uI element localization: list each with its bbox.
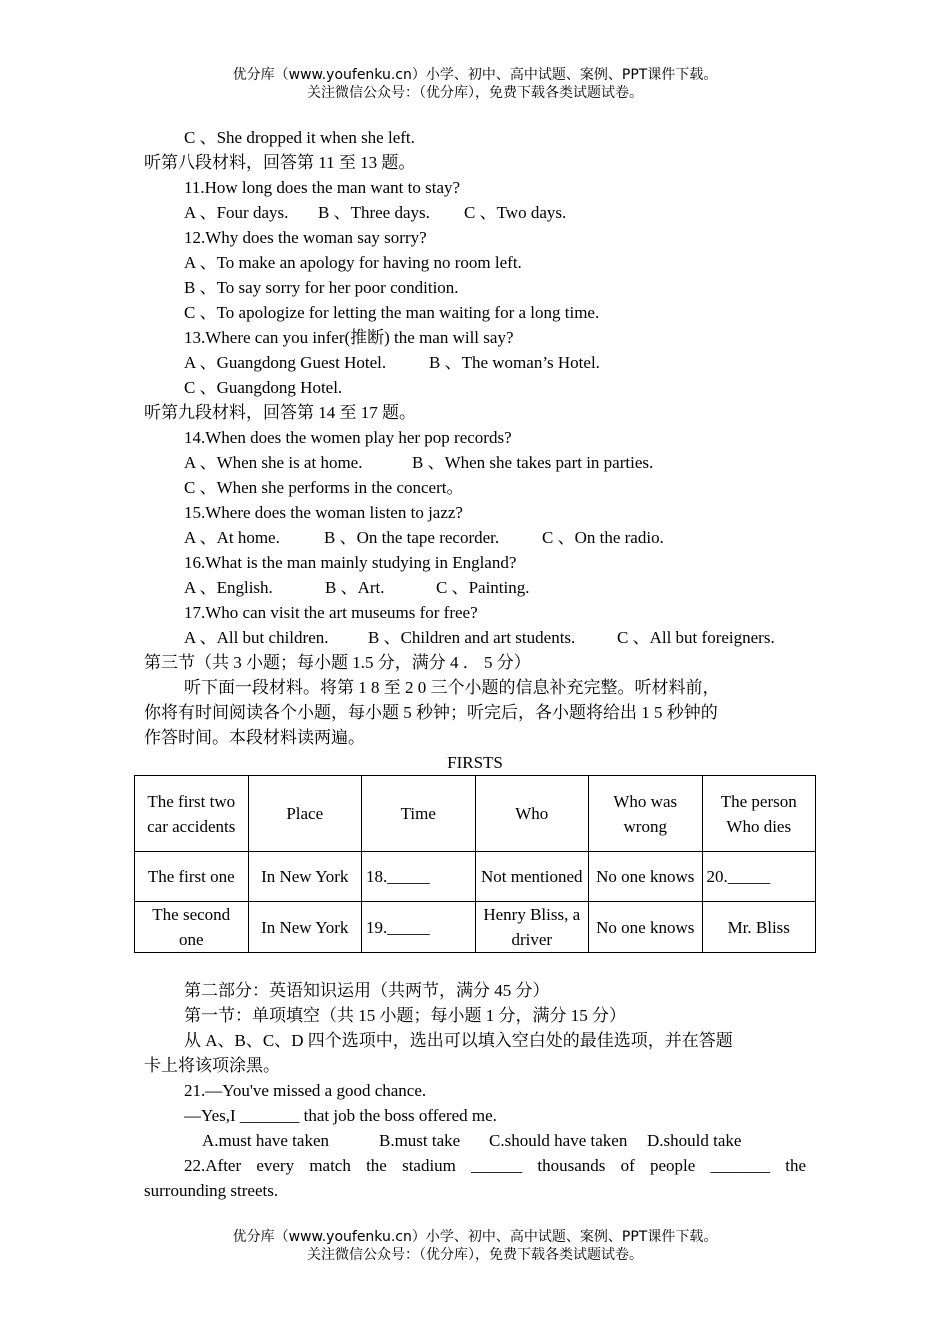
- part3-instructions-line-3: 作答时间。本段材料读两遍。: [144, 728, 365, 747]
- q16-option-a: A 、English.: [184, 578, 273, 597]
- q16-options: [144, 575, 806, 600]
- table-row: [135, 902, 816, 953]
- section8-heading: 听第八段材料，回答第 11 至 13 题。: [144, 153, 416, 172]
- section1-instructions-line-2: 卡上将该项涂黑。: [144, 1056, 280, 1075]
- q13-options: [144, 350, 806, 375]
- q17-stem: 17.Who can visit the art museums for free?: [184, 603, 478, 622]
- firsts-table: [134, 775, 816, 953]
- section1-heading: 第一节：单项填空（共 15 小题；每小题 1 分，满分 15 分）: [184, 1006, 626, 1025]
- q22-line-2: surrounding streets.: [144, 1181, 279, 1200]
- part2-heading: 第二部分：英语知识运用（共两节，满分 45 分）: [184, 981, 550, 1000]
- cell-accident: The second one: [135, 902, 249, 953]
- q14-options: [144, 450, 806, 475]
- q21-line-1: 21.—You've missed a good chance.: [184, 1081, 427, 1100]
- page-header: [0, 66, 950, 102]
- q11-option-c: C 、Two days.: [464, 203, 567, 222]
- q22-line-1: [144, 1153, 806, 1178]
- q13-option-a: A 、Guangdong Guest Hotel.: [184, 353, 387, 372]
- part3-instructions-line-2: 你将有时间阅读各个小题，每小题 5 秒钟；听完后，各小题将给出 1 5 秒钟的: [144, 703, 718, 722]
- q16-option-b: B 、Art.: [325, 578, 385, 597]
- q21-option-a: A.must have taken: [202, 1131, 329, 1150]
- q11-option-b: B 、Three days.: [318, 203, 430, 222]
- q13-option-c: C 、Guangdong Hotel.: [184, 378, 343, 397]
- cell-time-blank[interactable]: 19._____: [362, 902, 476, 953]
- q11-stem: 11.How long does the man want to stay?: [184, 178, 461, 197]
- q14-option-b: B 、When she takes part in parties.: [412, 453, 654, 472]
- header-who-wrong: Who was wrong: [589, 776, 703, 852]
- q11-option-a: A 、Four days.: [184, 203, 289, 222]
- cell-person: Mr. Bliss: [702, 902, 816, 953]
- q17-option-a: A 、All but children.: [184, 628, 329, 647]
- q14-stem: 14.When does the women play her pop records?: [184, 428, 512, 447]
- q12-option-a: A 、To make an apology for having no room left.: [184, 253, 522, 272]
- q16-stem: 16.What is the man mainly studying in England?: [184, 553, 517, 572]
- q11-options: [144, 200, 806, 225]
- part3-heading: 第三节（共 3 小题；每小题 1.5 分，满分 4 ． 5 分）: [144, 653, 531, 672]
- q15-option-a: A 、At home.: [184, 528, 280, 547]
- q15-option-b: B 、On the tape recorder.: [324, 528, 500, 547]
- cell-who-wrong: No one knows: [589, 852, 703, 902]
- q17-option-b: B 、Children and art students.: [368, 628, 576, 647]
- table-row: [135, 852, 816, 902]
- q16-option-c: C 、Painting.: [436, 578, 530, 597]
- document-body: [144, 125, 806, 1203]
- q12-stem: 12.Why does the woman say sorry?: [184, 228, 427, 247]
- q14-option-c: C 、When she performs in the concert。: [184, 478, 464, 497]
- table-header-row: [135, 776, 816, 852]
- part3-instructions-line-1: 听下面一段材料。将第 1 8 至 2 0 三个小题的信息补充完整。听材料前，: [184, 678, 720, 697]
- q21-line-2: —Yes,I _______ that job the boss offered me.: [184, 1106, 497, 1125]
- q13-option-b: B 、The woman’s Hotel.: [429, 353, 600, 372]
- q15-options: [144, 525, 806, 550]
- q21-options: [144, 1128, 806, 1153]
- header-who: Who: [475, 776, 589, 852]
- header-place: Place: [248, 776, 362, 852]
- header-line-2: 关注微信公众号：（优分库），免费下载各类试题试卷。: [307, 85, 643, 101]
- header-time: Time: [362, 776, 476, 852]
- header-accidents: The first two car accidents: [135, 776, 249, 852]
- cell-person-blank[interactable]: 20._____: [702, 852, 816, 902]
- q21-option-d: D.should take: [647, 1131, 742, 1150]
- cell-time-blank[interactable]: 18._____: [362, 852, 476, 902]
- cell-accident: The first one: [135, 852, 249, 902]
- q13-stem: 13.Where can you infer(推断) the man will say?: [184, 328, 514, 347]
- cell-who: Henry Bliss, a driver: [475, 902, 589, 953]
- table-title: FIRSTS: [447, 753, 503, 772]
- cell-place: In New York: [248, 852, 362, 902]
- q15-stem: 15.Where does the woman listen to jazz?: [184, 503, 463, 522]
- cell-who-wrong: No one knows: [589, 902, 703, 953]
- section9-heading: 听第九段材料，回答第 14 至 17 题。: [144, 403, 416, 422]
- q21-option-b: B.must take: [379, 1131, 461, 1150]
- q22-line-1-text: 22.After every match the stadium ______ thousands of people _______ the: [184, 1156, 806, 1175]
- q12-option-b: B 、To say sorry for her poor condition.: [184, 278, 459, 297]
- q17-options: [144, 625, 806, 650]
- page-footer: [0, 1228, 950, 1264]
- q15-option-c: C 、On the radio.: [542, 528, 664, 547]
- header-person-dies: The person Who dies: [702, 776, 816, 852]
- cell-who: Not mentioned: [475, 852, 589, 902]
- q21-option-c: C.should have taken: [489, 1131, 628, 1150]
- footer-line-1: 优分库（www.youfenku.cn）小学、初中、高中试题、案例、PPT课件下载。: [232, 1229, 718, 1245]
- q10-option-c: C 、She dropped it when she left.: [184, 128, 415, 147]
- header-line-1: 优分库（www.youfenku.cn）小学、初中、高中试题、案例、PPT课件下载。: [232, 67, 718, 83]
- q14-option-a: A 、When she is at home.: [184, 453, 363, 472]
- q12-option-c: C 、To apologize for letting the man waiting for a long time.: [184, 303, 600, 322]
- footer-line-2: 关注微信公众号：（优分库），免费下载各类试题试卷。: [307, 1247, 643, 1263]
- section1-instructions-line-1: 从 A、B、C、D 四个选项中，选出可以填入空白处的最佳选项，并在答题: [184, 1031, 733, 1050]
- cell-place: In New York: [248, 902, 362, 953]
- q17-option-c: C 、All but foreigners.: [617, 628, 775, 647]
